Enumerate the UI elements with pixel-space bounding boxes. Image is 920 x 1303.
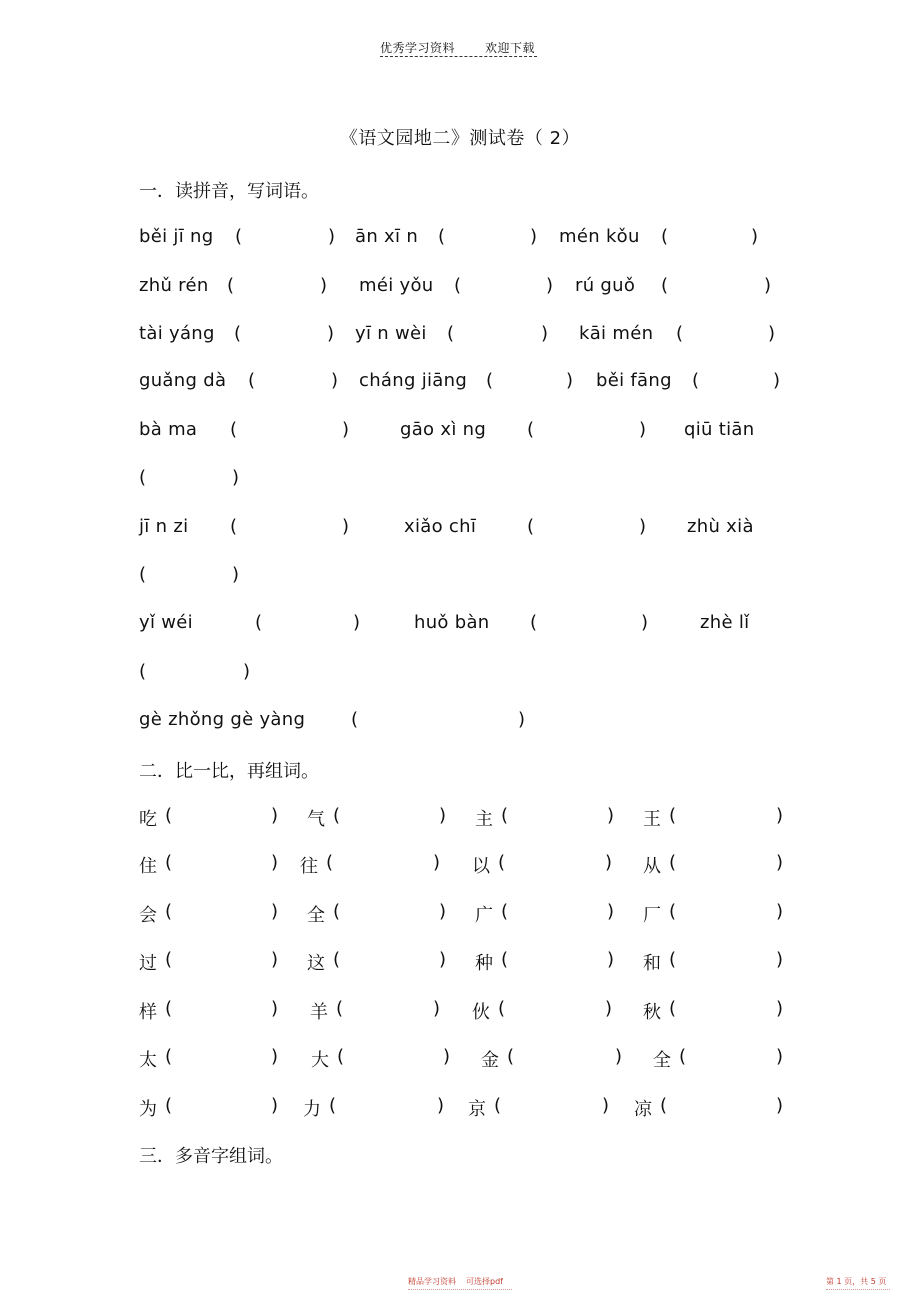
pinyin-item: méi yǒu [359,275,434,296]
paren-close: ) [328,226,336,247]
paren-open: ( [329,1095,337,1116]
paren-close: ) [605,998,613,1019]
pinyin-item: zhǔ rén [139,275,209,296]
pinyin-item: xiǎo chī [404,516,477,537]
paren-close: ) [776,805,784,826]
compare-char: 住 [139,856,157,877]
paren-open: ( [165,805,173,826]
paren-close: ) [605,852,613,873]
paren-close: ) [327,323,335,344]
paren-close: ) [439,901,447,922]
pinyin-item: ān xī n [355,226,419,247]
page-title: 《语文园地二》测试卷（ 2） [339,128,581,149]
compare-char: 伙 [472,1002,490,1023]
compare-char: 秋 [643,1002,661,1023]
paren-open: ( [333,949,341,970]
paren-open: ( [235,226,243,247]
paren-open: ( [248,370,256,391]
paren-close: ) [232,467,240,488]
paren-open: ( [669,998,677,1019]
paren-open: ( [507,1046,515,1067]
compare-char: 羊 [310,1002,328,1023]
paren-open: ( [165,901,173,922]
pinyin-item: kāi mén [579,323,654,344]
compare-char: 厂 [643,905,661,926]
compare-char: 主 [475,809,493,830]
paren-close: ) [639,419,647,440]
paren-open: ( [139,661,147,682]
paren-open: ( [165,949,173,970]
paren-close: ) [320,275,328,296]
paren-open: ( [661,226,669,247]
paren-close: ) [271,805,279,826]
pinyin-item: mén kǒu [559,226,640,247]
header-underline [380,56,537,57]
compare-char: 金 [481,1050,499,1071]
paren-open: ( [438,226,446,247]
paren-open: ( [234,323,242,344]
pinyin-item: běi fāng [596,370,672,391]
compare-char: 大 [311,1050,329,1071]
header-left: 优秀学习资料 [380,41,456,55]
paren-close: ) [518,709,526,730]
footer-left: 精品学习资料 [408,1277,456,1286]
paren-close: ) [232,564,240,585]
pinyin-item: yǐ wéi [139,612,193,633]
paren-open: ( [679,1046,687,1067]
paren-close: ) [773,370,781,391]
paren-open: ( [498,998,506,1019]
paren-close: ) [433,998,441,1019]
pinyin-item: cháng jiāng [359,370,468,391]
compare-char: 全 [307,905,325,926]
paren-close: ) [615,1046,623,1067]
paren-close: ) [271,949,279,970]
compare-char: 从 [643,856,661,877]
header-right: 欢迎下载 [485,41,536,55]
paren-close: ) [353,612,361,633]
paren-close: ) [271,1046,279,1067]
paren-close: ) [271,901,279,922]
paren-close: ) [271,1095,279,1116]
paren-open: ( [486,370,494,391]
paren-close: ) [751,226,759,247]
pinyin-item: jī n zi [139,516,189,537]
paren-close: ) [607,949,615,970]
paren-open: ( [333,805,341,826]
section-3-heading: 三．多音字组词。 [139,1146,283,1167]
paren-open: ( [139,467,147,488]
compare-char: 吃 [139,809,157,830]
footer-middle: 可选择pdf [466,1277,503,1286]
compare-char: 全 [653,1050,671,1071]
paren-open: ( [527,516,535,537]
paren-open: ( [501,901,509,922]
paren-open: ( [447,323,455,344]
paren-open: ( [326,852,334,873]
paren-open: ( [336,998,344,1019]
paren-close: ) [530,226,538,247]
paren-close: ) [607,901,615,922]
paren-close: ) [602,1095,610,1116]
pinyin-item: tài yáng [139,323,215,344]
footer-left-dots [408,1289,512,1290]
paren-close: ) [271,998,279,1019]
pinyin-item: gè zhǒng gè yàng [139,709,306,730]
paren-close: ) [641,612,649,633]
paren-close: ) [607,805,615,826]
compare-char: 样 [139,1002,157,1023]
paren-close: ) [546,275,554,296]
paren-close: ) [764,275,772,296]
paren-open: ( [660,1095,668,1116]
paren-open: ( [494,1095,502,1116]
compare-char: 气 [307,809,325,830]
paren-close: ) [776,852,784,873]
compare-char: 过 [139,953,157,974]
paren-close: ) [776,1046,784,1067]
pinyin-item: yī n wèi [355,323,427,344]
compare-char: 这 [307,953,325,974]
paren-close: ) [776,949,784,970]
paren-open: ( [337,1046,345,1067]
paren-open: ( [498,852,506,873]
paren-close: ) [776,901,784,922]
paren-open: ( [661,275,669,296]
paren-open: ( [255,612,263,633]
compare-char: 以 [472,856,490,877]
section-1-heading: 一．读拼音，写词语。 [139,181,319,202]
paren-open: ( [351,709,359,730]
paren-open: ( [165,1046,173,1067]
paren-open: ( [230,419,238,440]
compare-char: 为 [139,1099,157,1120]
pinyin-item: guǎng dà [139,370,227,391]
paren-close: ) [271,852,279,873]
paren-close: ) [439,805,447,826]
paren-close: ) [342,419,350,440]
compare-char: 和 [643,953,661,974]
paren-open: ( [227,275,235,296]
paren-open: ( [527,419,535,440]
pinyin-item: zhù xià [687,516,754,537]
compare-char: 会 [139,905,157,926]
compare-char: 凉 [634,1099,652,1120]
paren-close: ) [639,516,647,537]
compare-char: 广 [475,905,493,926]
pinyin-item: bà ma [139,419,198,440]
paren-open: ( [454,275,462,296]
compare-char: 王 [643,809,661,830]
compare-char: 力 [303,1099,321,1120]
paren-close: ) [433,852,441,873]
paren-close: ) [437,1095,445,1116]
footer-right-dots [826,1289,890,1290]
paren-open: ( [165,1095,173,1116]
paren-close: ) [566,370,574,391]
paren-open: ( [669,949,677,970]
paren-open: ( [669,901,677,922]
paren-open: ( [501,805,509,826]
pinyin-item: qiū tiān [684,419,755,440]
paren-open: ( [139,564,147,585]
paren-close: ) [331,370,339,391]
paren-close: ) [776,1095,784,1116]
paren-open: ( [165,998,173,1019]
pinyin-item: zhè lǐ [700,612,750,633]
pinyin-item: běi jī ng [139,226,214,247]
paren-open: ( [530,612,538,633]
compare-char: 往 [300,856,318,877]
paren-open: ( [676,323,684,344]
footer-page-number: 第 1 页，共 5 页 [826,1277,887,1286]
paren-close: ) [443,1046,451,1067]
paren-close: ) [243,661,251,682]
page-header [380,39,537,56]
paren-close: ) [541,323,549,344]
paren-close: ) [768,323,776,344]
compare-char: 种 [475,953,493,974]
compare-char: 京 [468,1099,486,1120]
pinyin-item: gāo xì ng [400,419,487,440]
paren-open: ( [692,370,700,391]
paren-open: ( [333,901,341,922]
paren-open: ( [165,852,173,873]
compare-char: 太 [139,1050,157,1071]
paren-open: ( [669,805,677,826]
paren-close: ) [439,949,447,970]
section-2-heading: 二．比一比，再组词。 [139,761,319,782]
pinyin-item: rú guǒ [575,275,636,296]
paren-open: ( [669,852,677,873]
paren-close: ) [342,516,350,537]
pinyin-item: huǒ bàn [414,612,490,633]
paren-open: ( [501,949,509,970]
paren-open: ( [230,516,238,537]
paren-close: ) [776,998,784,1019]
